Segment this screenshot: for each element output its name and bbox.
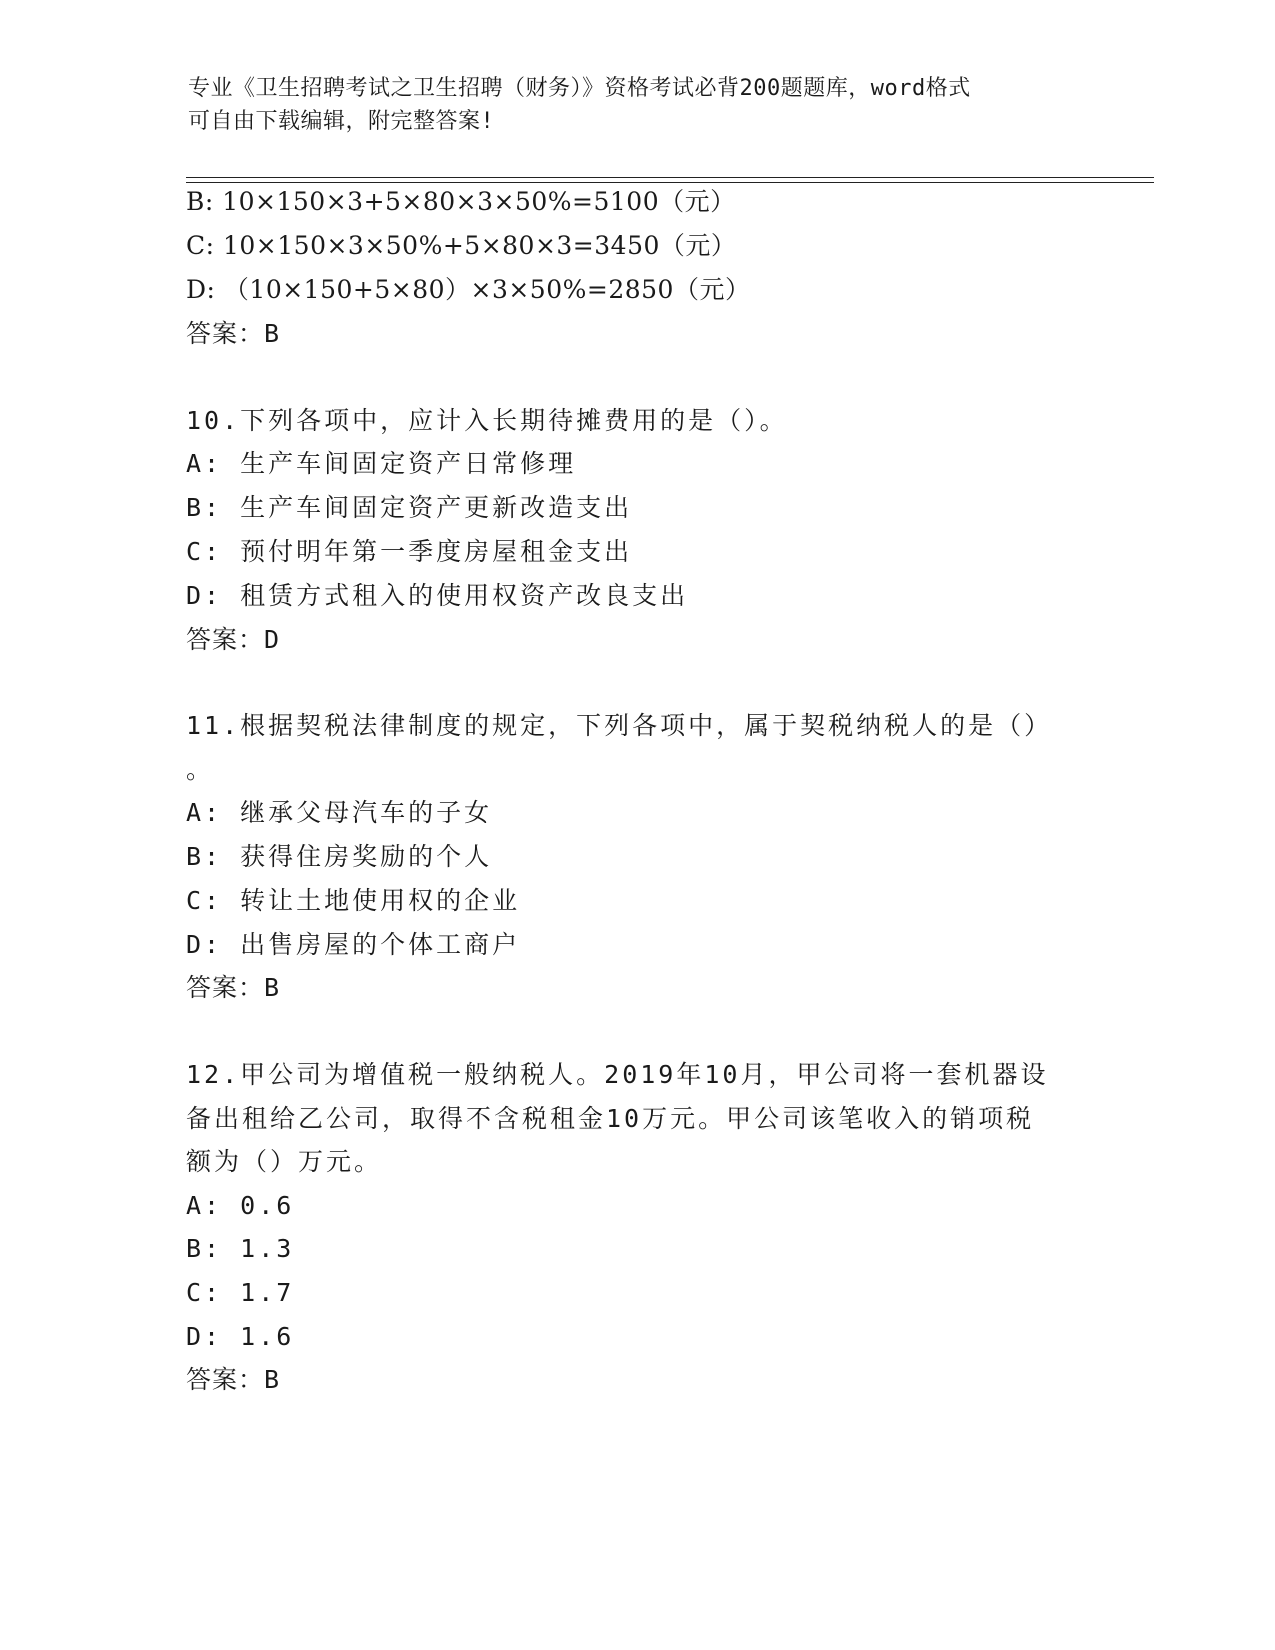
q12-option-b: B: 1.3 xyxy=(186,1234,295,1263)
document-header xyxy=(188,72,1068,138)
q9-option-c: C: 10×150×3×50%+5×80×3=3450（元） xyxy=(186,231,737,260)
q12-stem-line-2: 备出租给乙公司，取得不含税租金10万元。甲公司该笔收入的销项税 xyxy=(186,1104,1035,1133)
header-line-1: 专业《卫生招聘考试之卫生招聘（财务）》资格考试必背200题题库，word格式 xyxy=(188,76,971,101)
q11-option-c: C: 转让土地使用权的企业 xyxy=(186,886,521,915)
q10-stem: 10.下列各项中，应计入长期待摊费用的是（）。 xyxy=(186,406,788,435)
header-line-2: 可自由下载编辑，附完整答案! xyxy=(188,109,495,134)
q10-option-b: B: 生产车间固定资产更新改造支出 xyxy=(186,493,633,522)
q10-option-c: C: 预付明年第一季度房屋租金支出 xyxy=(186,537,633,566)
header-divider-bottom xyxy=(186,182,1154,183)
header-divider-top xyxy=(186,177,1154,178)
q11-stem-line-2: 。 xyxy=(186,755,215,784)
q11-option-d: D: 出售房屋的个体工商户 xyxy=(186,930,521,959)
q12-answer: 答案：B xyxy=(186,1365,281,1394)
q12-option-a: A: 0.6 xyxy=(186,1191,295,1220)
q9-answer: 答案：B xyxy=(186,319,281,348)
q12-stem-line-1: 12.甲公司为增值税一般纳税人。2019年10月，甲公司将一套机器设 xyxy=(186,1060,1049,1089)
q11-answer: 答案：B xyxy=(186,973,281,1002)
q9-option-d: D: （10×150+5×80）×3×50%=2850（元） xyxy=(186,275,751,304)
q9-option-b: B: 10×150×3+5×80×3×50%=5100（元） xyxy=(186,187,736,216)
q10-option-a: A: 生产车间固定资产日常修理 xyxy=(186,449,577,478)
q11-option-a: A: 继承父母汽车的子女 xyxy=(186,798,493,827)
q12-option-d: D: 1.6 xyxy=(186,1322,295,1351)
q11-option-b: B: 获得住房奖励的个人 xyxy=(186,842,493,871)
q12-option-c: C: 1.7 xyxy=(186,1278,295,1307)
q10-answer: 答案：D xyxy=(186,625,281,654)
q10-option-d: D: 租赁方式租入的使用权资产改良支出 xyxy=(186,581,689,610)
q12-stem-line-3: 额为（）万元。 xyxy=(186,1147,383,1176)
q11-stem-line-1: 11.根据契税法律制度的规定，下列各项中，属于契税纳税人的是（） xyxy=(186,711,1053,740)
